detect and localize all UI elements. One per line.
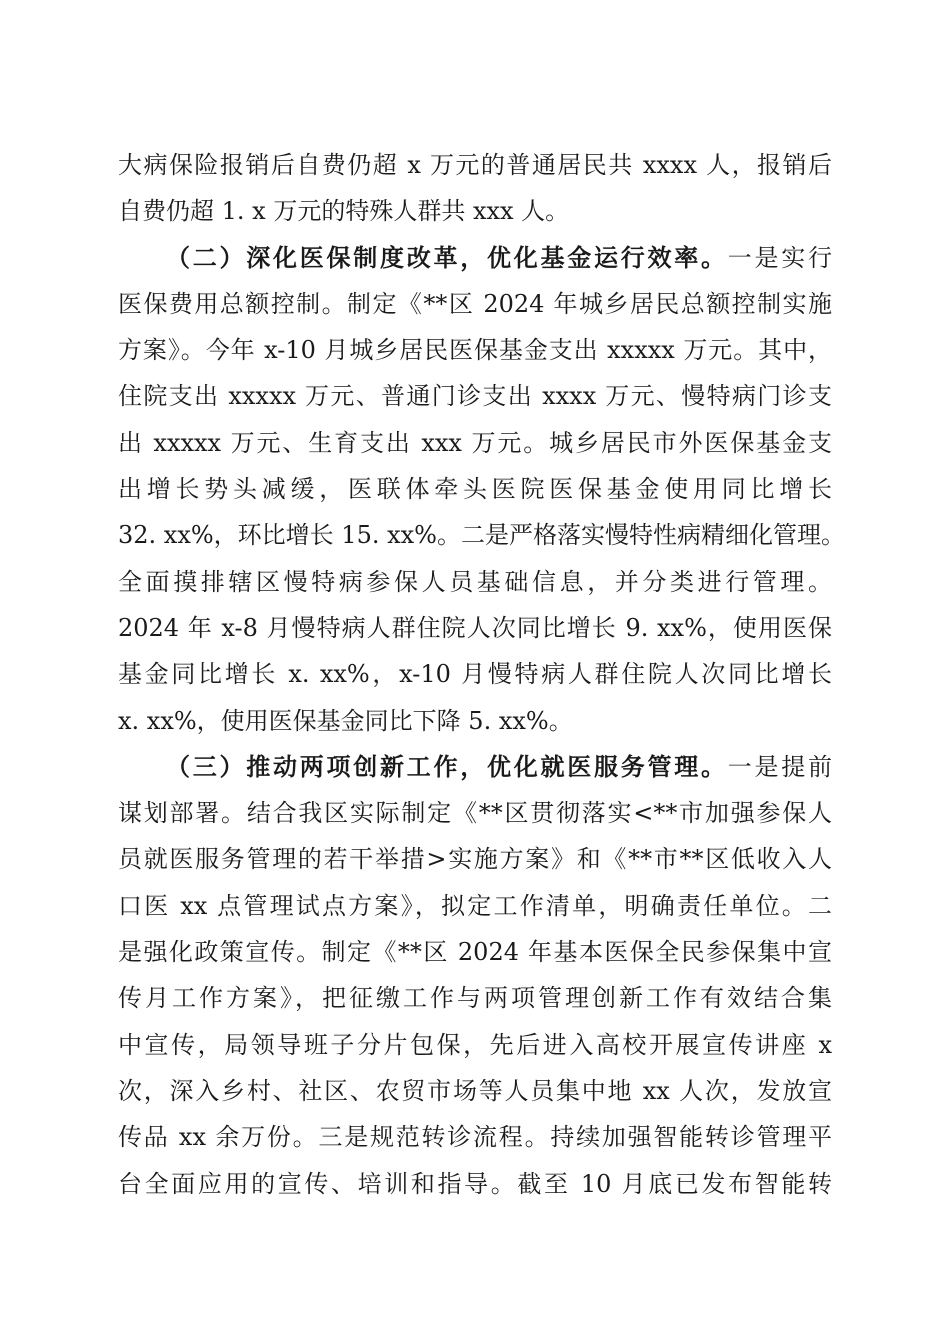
text-line: 大病保险报销后自费仍超 x 万元的普通居民共 xxxx 人，报销后	[118, 151, 832, 179]
text-line: 传月工作方案》，把征缴工作与两项管理创新工作有效结合集	[118, 984, 832, 1013]
text-line: 口医 xx 点管理试点方案》，拟定工作清单，明确责任单位。二	[118, 891, 832, 920]
text-line: 住院支出 xxxxx 万元、普通门诊支出 xxxx 万元、慢特病门诊支	[118, 382, 832, 411]
text-line-with-heading	[118, 235, 832, 281]
section-heading-2: （二）深化医保制度改革，优化基金运行效率。	[166, 242, 728, 272]
text-line: 传品 xx 余万份。三是规范转诊流程。持续加强智能转诊管理平	[118, 1123, 832, 1152]
text-line: 出增长势头减缓，医联体牵头医院医保基金使用同比增长	[118, 475, 832, 504]
text-line-with-heading	[118, 744, 832, 790]
text-line: 次，深入乡村、社区、农贸市场等人员集中地 xx 人次，发放宣	[118, 1076, 832, 1105]
section-heading-3: （三）推动两项创新工作，优化就医服务管理。	[166, 751, 728, 781]
text-line: 中宣传，局领导班子分片包保，先后进入高校开展宣传讲座 x	[118, 1030, 832, 1059]
text-run: 一是提前	[727, 752, 832, 781]
text-line: 员就医服务管理的若干举措>实施方案》和《**市**区低收入人	[118, 845, 832, 874]
text-line: x. xx%，使用医保基金同比下降 5. xx%。	[118, 706, 573, 735]
text-line: 方案》。今年 x-10 月城乡居民医保基金支出 xxxxx 万元。其中，	[118, 336, 832, 365]
text-line: 32. xx%，环比增长 15. xx%。二是严格落实慢特性病精细化管理。	[118, 521, 845, 550]
text-line: 全面摸排辖区慢特病参保人员基础信息，并分类进行管理。	[118, 567, 832, 596]
text-line: 自费仍超 1. x 万元的特殊人群共 xxx 人。	[118, 197, 570, 226]
text-line: 谋划部署。结合我区实际制定《**区贯彻落实<**市加强参保人	[118, 799, 832, 828]
text-line: 台全面应用的宣传、培训和指导。截至 10 月底已发布智能转	[118, 1169, 832, 1198]
paragraph-3	[118, 744, 832, 1207]
text-run: 一是实行	[727, 243, 832, 272]
text-line: 是强化政策宣传。制定《**区 2024 年基本医保全民参保集中宣	[118, 938, 832, 967]
text-line: 2024 年 x-8 月慢特病人群住院人次同比增长 9. xx%，使用医保	[118, 613, 832, 642]
paragraph-2	[118, 235, 845, 744]
document-body	[118, 142, 845, 1207]
text-line: 基金同比增长 x. xx%，x-10 月慢特病人群住院人次同比增长	[118, 660, 832, 689]
text-line: 医保费用总额控制。制定《**区 2024 年城乡居民总额控制实施	[118, 289, 832, 318]
text-line: 出 xxxxx 万元、生育支出 xxx 万元。城乡居民市外医保基金支	[118, 428, 832, 457]
paragraph-1	[118, 142, 832, 235]
